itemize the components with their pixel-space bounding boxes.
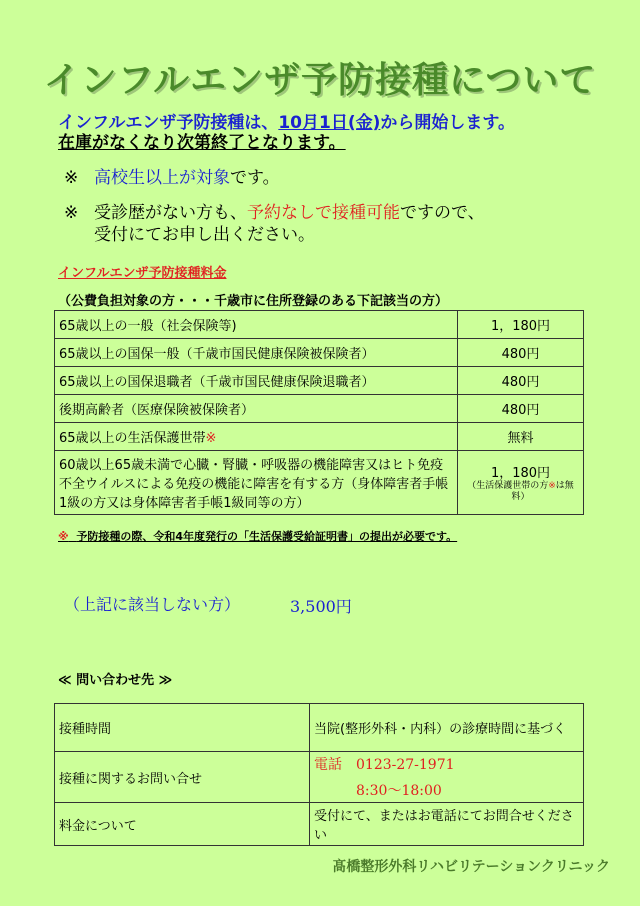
fee-row-label-text: 65歳以上の生活保護世帯 xyxy=(59,431,206,446)
note-walk-in xyxy=(64,202,485,246)
fee-row-price: 1，180円 xyxy=(458,311,584,339)
contact-value: 当院(整形外科・内科）の診療時間に基づく xyxy=(310,704,584,752)
warning-mark: ※ xyxy=(58,530,69,543)
fee-row-price: 1，180円 xyxy=(490,466,551,481)
table-row xyxy=(55,704,584,752)
other-price: 3,500円 xyxy=(290,597,352,616)
fee-row-price-cell xyxy=(458,451,584,515)
table-row xyxy=(55,311,584,339)
page-title: インフルエンザ予防接種について xyxy=(43,60,597,101)
fee-row-label: 60歳以上65歳未満で心臓・腎臓・呼吸器の機能障害又はヒト免疫不全ウイルスによる免疫の機能に障害を有する方（身体障害者手帳1級の方又は身体障害者手帳1級同等の方） xyxy=(55,451,458,515)
phone-number: 電話 0123-27-1971 xyxy=(314,757,455,773)
fee-row-price: 480円 xyxy=(458,339,584,367)
warning-text: 予防接種の際、令和4年度発行の「生活保護受給証明書」の提出が必要です。 xyxy=(76,530,458,543)
contact-title: ≪ 問い合わせ先 ≫ xyxy=(58,673,173,688)
table-row xyxy=(55,803,584,846)
table-row xyxy=(55,752,584,803)
contact-label: 接種時間 xyxy=(55,704,310,752)
note-walkin-line2: 受付にてお申し出ください。 xyxy=(94,225,315,245)
note-target-rest: です。 xyxy=(230,168,280,188)
fee-row-label: 65歳以上の国保一般（千歳市国民健康保険被保険者） xyxy=(55,339,458,367)
contact-value-cell xyxy=(310,752,584,803)
price-note-a: （生活保護世帯の方 xyxy=(467,481,549,491)
note-walkin-b: ですので、 xyxy=(400,203,485,223)
start-date: 10月1日(金) xyxy=(278,113,381,133)
note-walkin-a: 受診歴がない方も、 xyxy=(94,203,247,223)
fee-section-title: インフルエンザ予防接種料金 xyxy=(58,266,227,281)
intro-stock-notice: 在庫がなくなり次第終了となります。 xyxy=(58,133,346,153)
fee-row-price: 無料 xyxy=(458,423,584,451)
table-row xyxy=(55,451,584,515)
note-target-highlight: 高校生以上が対象 xyxy=(94,168,230,188)
fee-row-price: 480円 xyxy=(458,367,584,395)
contact-label: 接種に関するお問い合せ xyxy=(55,752,310,803)
table-row xyxy=(55,423,584,451)
certificate-warning xyxy=(58,528,457,544)
table-row xyxy=(55,395,584,423)
fee-row-mark: ※ xyxy=(205,431,217,446)
fee-row-label xyxy=(55,423,458,451)
note-mark: ※ xyxy=(64,168,79,188)
fee-row-price: 480円 xyxy=(458,395,584,423)
table-row xyxy=(55,367,584,395)
public-subsidy-label: （公費負担対象の方・・・千歳市に住所登録のある下記該当の方） xyxy=(58,294,449,309)
fee-row-price-note xyxy=(462,481,579,503)
table-row xyxy=(55,339,584,367)
intro-text-b: から開始します。 xyxy=(380,113,515,133)
price-note-b: は無料） xyxy=(511,481,574,502)
fee-row-label: 65歳以上の一般（社会保険等) xyxy=(55,311,458,339)
fee-table xyxy=(54,310,584,515)
contact-table xyxy=(54,703,584,846)
contact-label: 料金について xyxy=(55,803,310,846)
note-target xyxy=(64,163,280,188)
note-mark: ※ xyxy=(64,203,79,223)
clinic-name: 髙橋整形外科リハビリテーションクリニック xyxy=(332,859,610,875)
contact-value: 受付にて、またはお電話にてお問合せください xyxy=(310,803,584,846)
intro-text-a: インフルエンザ予防接種は、 xyxy=(58,113,279,133)
fee-row-label: 後期高齢者（医療保険被保険者） xyxy=(55,395,458,423)
office-hours: 8:30～18:00 xyxy=(356,783,442,799)
price-note-mark: ※ xyxy=(548,481,556,491)
fee-row-label: 65歳以上の国保退職者（千歳市国民健康保険退職者） xyxy=(55,367,458,395)
other-label: （上記に該当しない方） xyxy=(64,595,241,614)
note-walkin-highlight: 予約なしで接種可能 xyxy=(247,203,400,223)
